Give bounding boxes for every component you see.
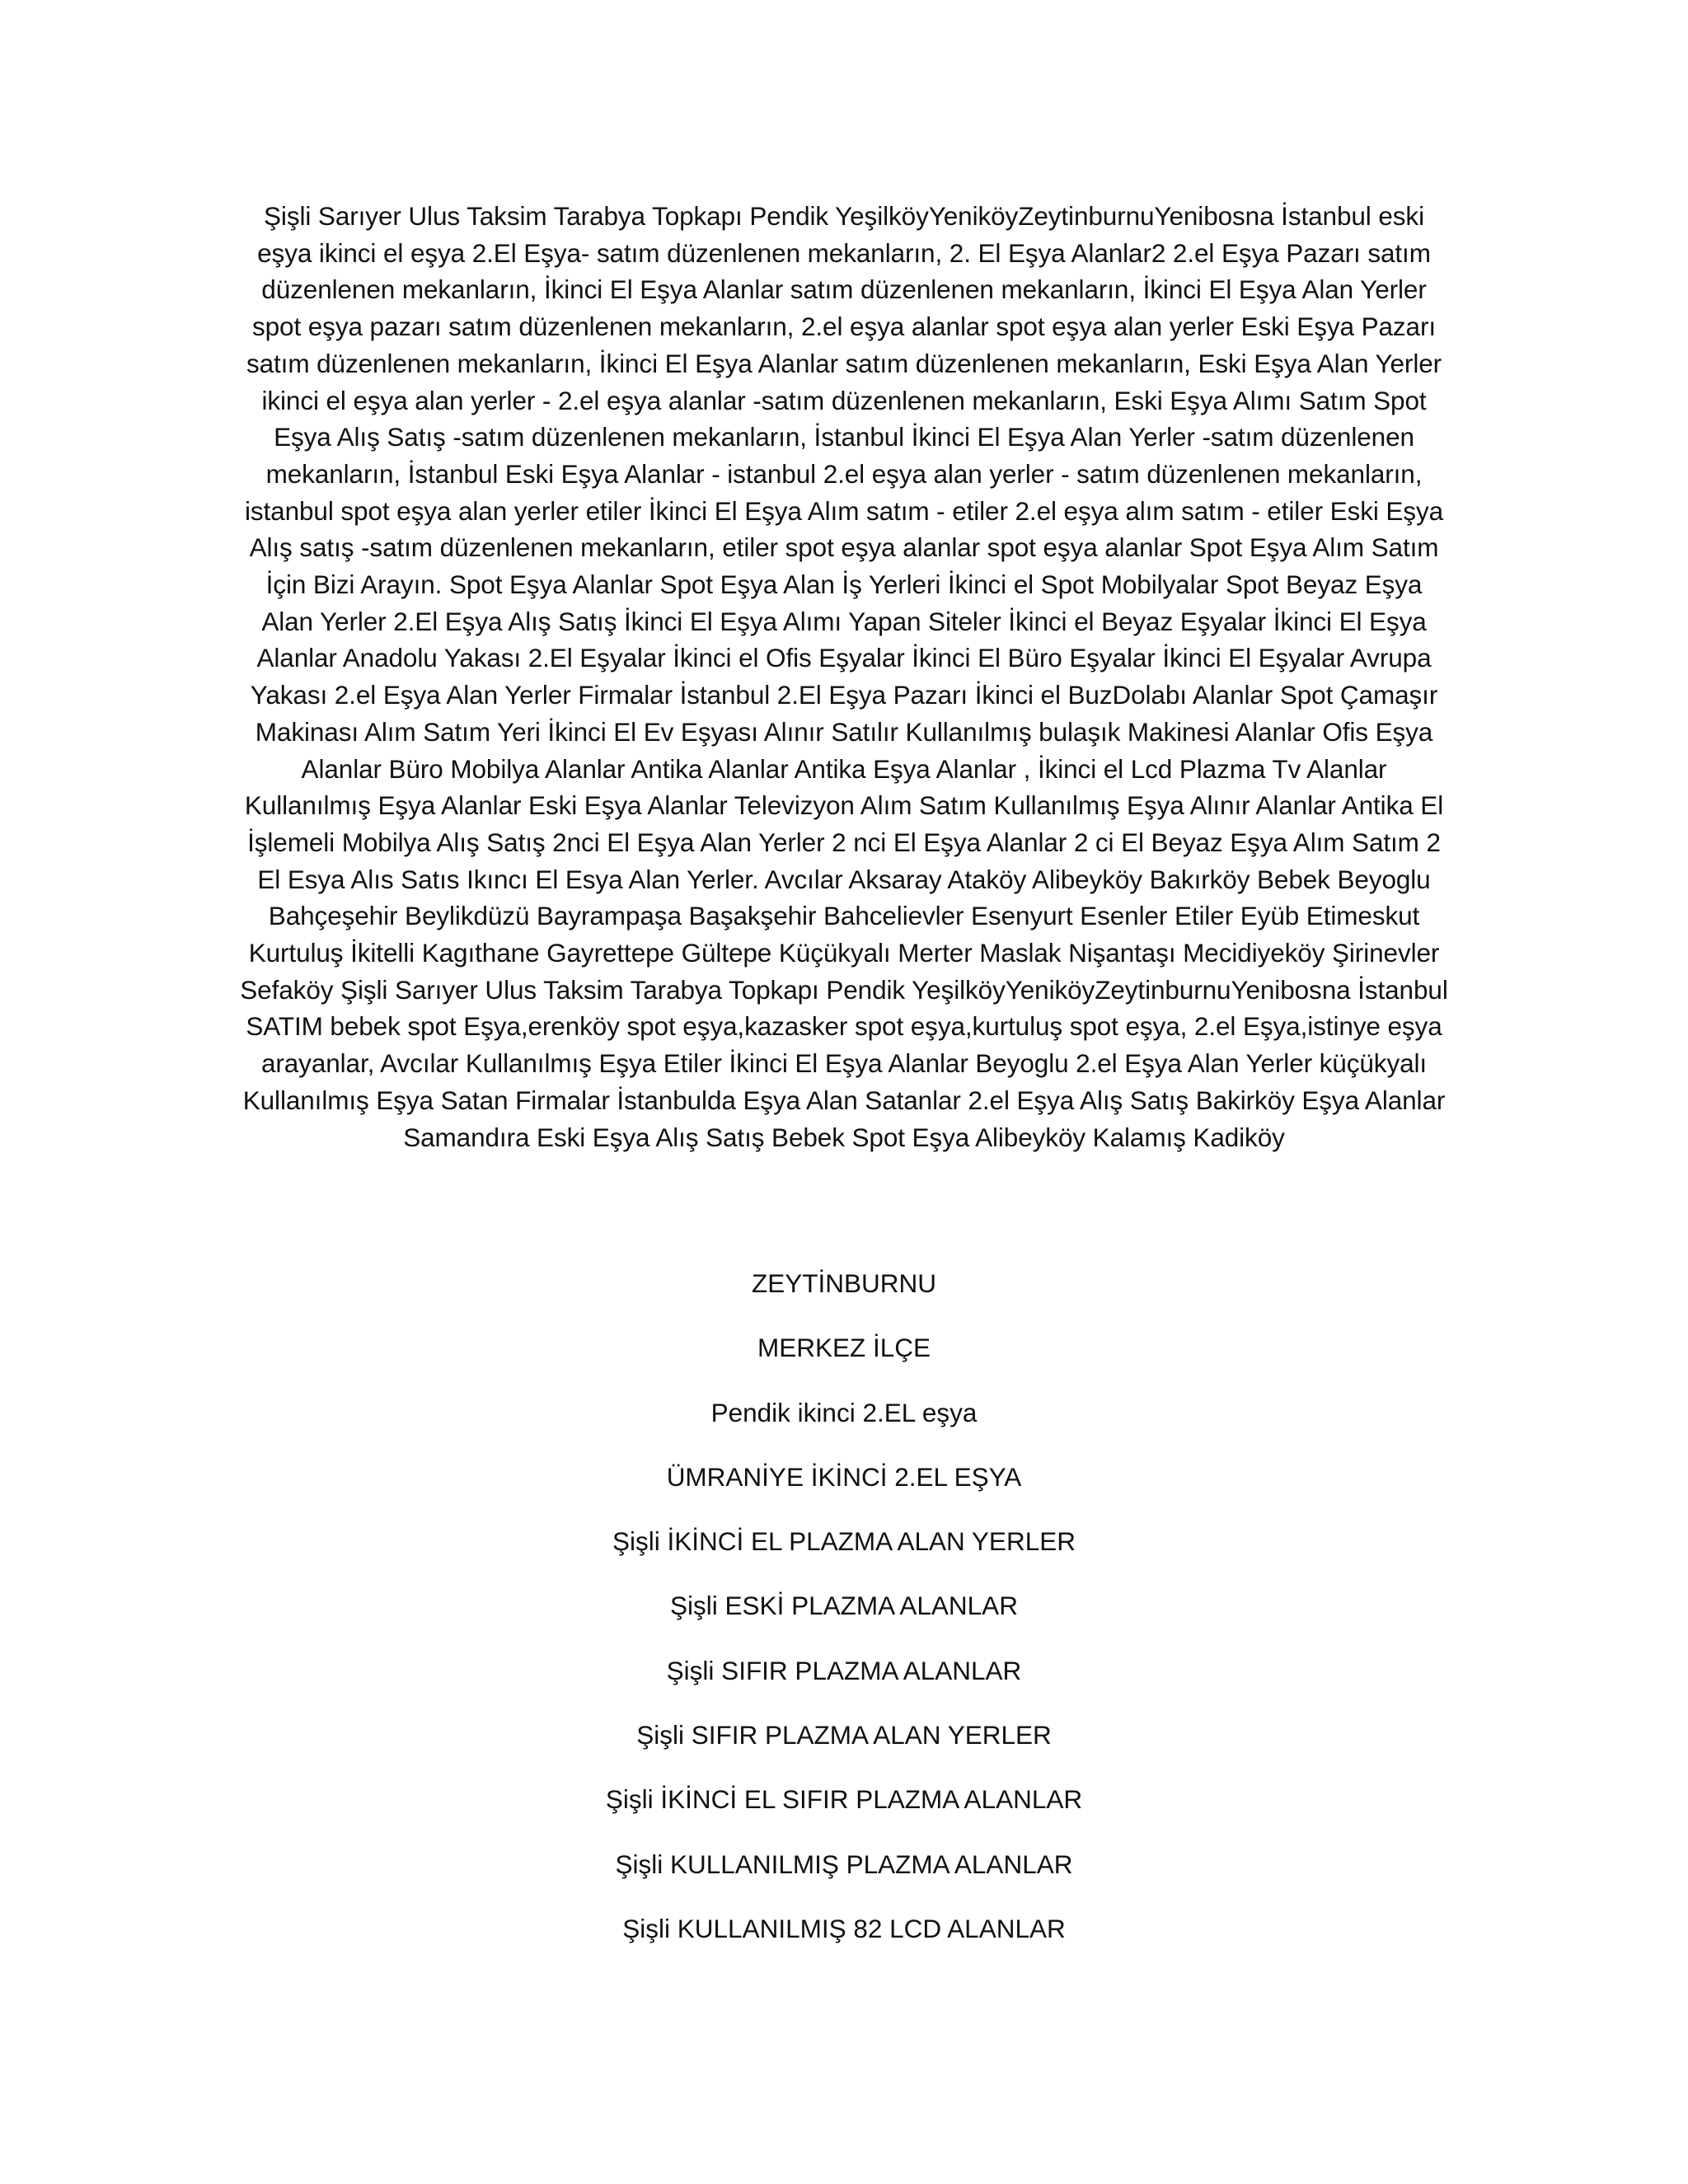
heading-line: Şişli İKİNCİ EL PLAZMA ALAN YERLER	[612, 1526, 1076, 1557]
heading-line: Şişli İKİNCİ EL SIFIR PLAZMA ALANLAR	[605, 1784, 1083, 1815]
heading-line: ÜMRANİYE İKİNCİ 2.EL EŞYA	[666, 1461, 1022, 1492]
heading-line: Şişli SIFIR PLAZMA ALANLAR	[666, 1655, 1022, 1685]
heading-line: Pendik ikinci 2.EL eşya	[710, 1397, 978, 1427]
heading-list	[0, 1265, 1688, 1975]
heading-line: Şişli KULLANILMIŞ PLAZMA ALANLAR	[615, 1849, 1073, 1879]
heading-line: Şişli KULLANILMIŞ 82 LCD ALANLAR	[622, 1913, 1066, 1943]
heading-line: Şişli ESKİ PLAZMA ALANLAR	[670, 1591, 1018, 1621]
body-paragraph: Şişli Sarıyer Ulus Taksim Tarabya Topkapı Pendik YeşilköyYeniköyZeytinburnuYenibosna İstanbul eski eşya ikinci el eşya 2.El Eşya- satım düzenlenen mekanların, 2. El Eşya Alanlar2 2.el Eşya Pazarı satım düzenlenen mekanların, İkinci El Eşya Alanlar satım düzenlenen mekanların, İkinci El Eşya Alan Yerler spot eşya pazarı satım düzenlenen mekanların, 2.el eşya alanlar spot eşya alan yerler Eski Eşya Pazarı satım düzenlenen mekanların, İkinci El Eşya Alanlar satım düzenlenen mekanların, Eski Eşya Alan Yerler ikinci el eşya alan yerler - 2.el eşya alanlar -satım düzenlenen mekanların, Eski Eşya Alımı Satım Spot Eşya Alış Satış -satım düzenlenen mekanların, İstanbul İkinci El Eşya Alan Yerler -satım düzenlenen mekanların, İstanbul Eski Eşya Alanlar - istanbul 2.el eşya alan yerler - satım düzenlenen mekanların, istanbul spot eşya alan yerler etiler İkinci El Eşya Alım satım - etiler 2.el eşya alım satım - etiler Eski Eşya Alış satış -satım düzenlenen mekanların, etiler spot eşya alanlar spot eşya alanlar Spot Eşya Alım Satım İçin Bizi Arayın. Spot Eşya Alanlar Spot Eşya Alan İş Yerleri İkinci el Spot Mobilyalar Spot Beyaz Eşya Alan Yerler 2.El Eşya Alış Satış İkinci El Eşya Alımı Yapan Siteler İkinci el Beyaz Eşyalar İkinci El Eşya Alanlar Anadolu Yakası 2.El Eşyalar İkinci el Ofis Eşyalar İkinci El Büro Eşyalar İkinci El Eşyalar Avrupa Yakası 2.el Eşya Alan Yerler Firmalar İstanbul 2.El Eşya Pazarı İkinci el BuzDolabı Alanlar Spot Çamaşır Makinası Alım Satım Yeri İkinci El Ev Eşyası Alınır Satılır Kullanılmış bulaşık Makinesi Alanlar Ofis Eşya Alanlar Büro Mobilya Alanlar Antika Alanlar Antika Eşya Alanlar , İkinci el Lcd Plazma Tv Alanlar Kullanılmış Eşya Alanlar Eski Eşya Alanlar Televizyon Alım Satım Kullanılmış Eşya Alınır Alanlar Antika El İşlemeli Mobilya Alış Satış 2nci El Eşya Alan Yerler 2 nci El Eşya Alanlar 2 ci El Beyaz Eşya Alım Satım 2 El Esya Alıs Satıs Ikıncı El Esya Alan Yerler. Avcılar Aksaray Ataköy Alibeyköy Bakırköy Bebek Beyoglu Bahçeşehir Beylikdüzü Bayrampaşa Başakşehir Bahcelievler Esenyurt Esenler Etiler Eyüb Etimeskut Kurtuluş İkitelli Kagıthane Gayrettepe Gültepe Küçükyalı Merter Maslak Nişantaşı Mecidiyeköy Şirinevler Sefaköy Şişli Sarıyer Ulus Taksim Tarabya Topkapı Pendik YeşilköyYeniköyZeytinburnuYenibosna İstanbul SATIM bebek spot Eşya,erenköy spot eşya,kazasker spot eşya,kurtuluş spot eşya, 2.el Eşya,istinye eşya arayanlar, Avcılar Kullanılmış Eşya Etiler İkinci El Eşya Alanlar Beyoglu 2.el Eşya Alan Yerler küçükyalı Kullanılmış Eşya Satan Firmalar İstanbulda Eşya Alan Satanlar 2.el Eşya Alış Satış Bakirköy Eşya Alanlar Samandıra Eski Eşya Alış Satış Bebek Spot Eşya Alibeyköy Kalamış Kadiköy	[240, 201, 1448, 1152]
heading-line: Şişli SIFIR PLAZMA ALAN YERLER	[636, 1720, 1052, 1750]
heading-line: MERKEZ İLÇE	[757, 1333, 931, 1363]
heading-line: ZEYTİNBURNU	[751, 1268, 936, 1298]
